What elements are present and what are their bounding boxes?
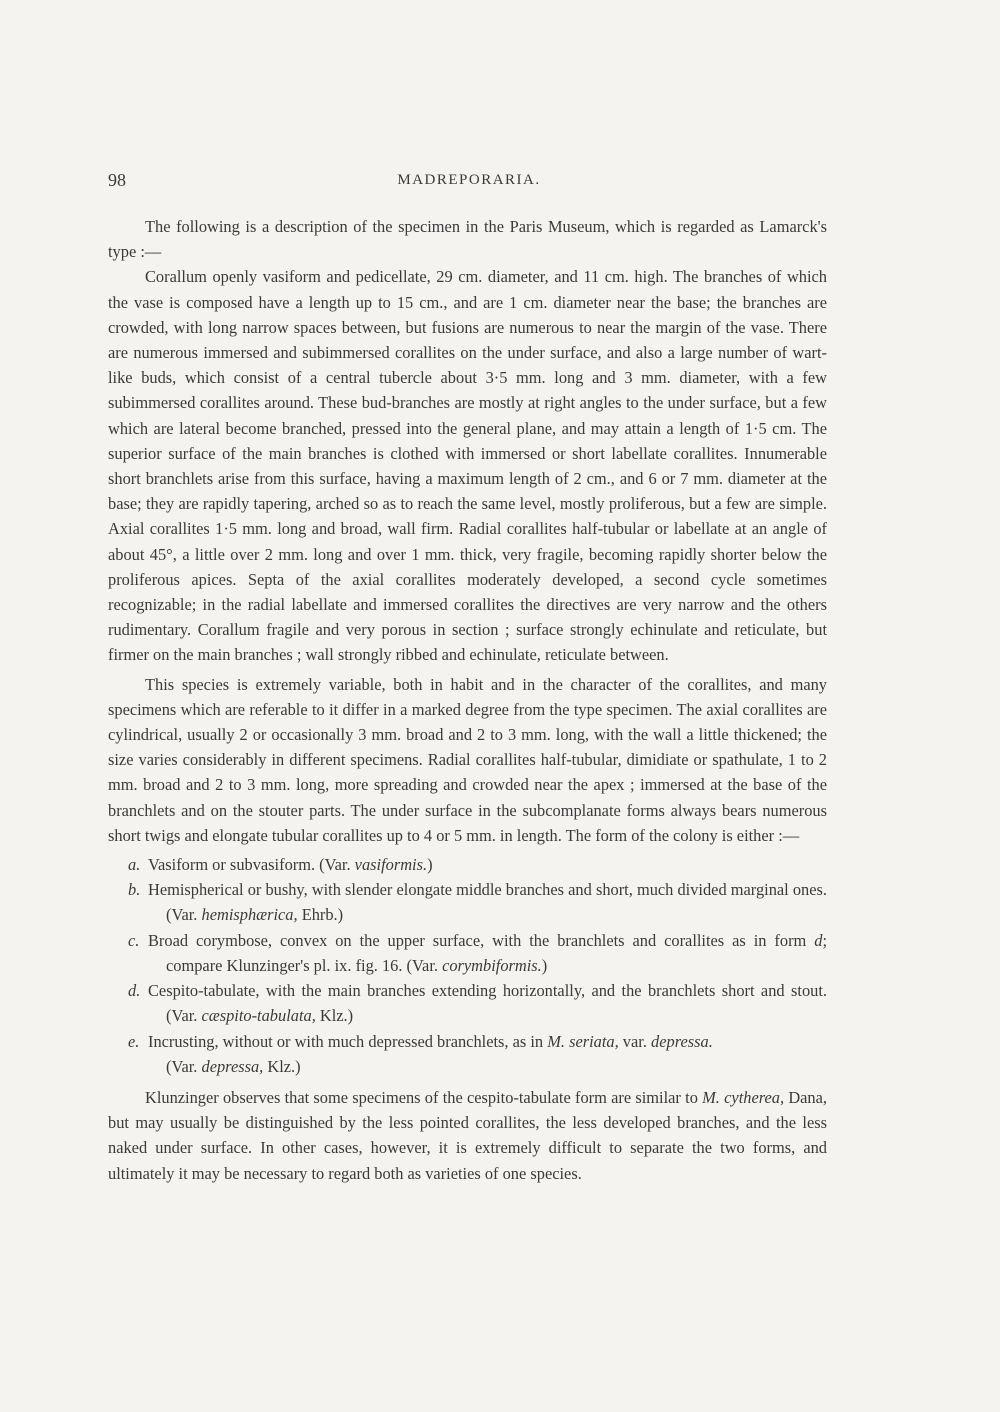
- list-item: d. Cespito-tabulate, with the main branches extending horizontally, and the branchlets short and stout. (Var. cæspito-tabulata, Klz.): [108, 978, 827, 1028]
- list-item: c. Broad corymbose, convex on the upper surface, with the branchlets and corallites as in form d; compare Klunzinger's pl. ix. fig. 16. (Var. corymbiformis.): [108, 928, 827, 978]
- list-label: d.: [128, 981, 141, 1001]
- paragraph-description: Corallum openly vasiform and pedicellate, 29 cm. diameter, and 11 cm. high. The branches of which the vase is composed have a length up to 15 cm., and are 1 cm. diameter near the base; the branches are crowded, with long narrow spaces between, but fusions are numerous to near the margin of the vase. There are numerous immersed and subimmersed corallites on the under surface, and also a large number of wart-like buds, which consist of a central tubercle about 3·5 mm. long and 3 mm. diameter, with a few subimmersed corallites around. These bud-branches are mostly at right angles to the under surface, but a few which are lateral become branched, pressed into the general plane, and may attain a length of 1·5 cm. The superior surface of the main branches is clothed with immersed or short labellate corallites. Innumerable short branchlets arise from this surface, having a maximum length of 2 cm., and 6 or 7 mm. diameter at the base; they are rapidly tapering, arched so as to reach the same level, mostly proliferous, but a few are simple. Axial corallites 1·5 mm. long and broad, wall firm. Radial corallites half-tubular or labellate at an angle of about 45°, a little over 2 mm. long and over 1 mm. thick, very fragile, becoming rapidly shorter below the proliferous apices. Septa of the axial corallites moderately developed, a second cycle sometimes recognizable; in the radial labellate and immersed corallites the directives are very narrow and the others rudimentary. Corallum fragile and very porous in section ; surface strongly echinulate and reticulate, but firmer on the main branches ; wall strongly ribbed and echinulate, reticulate between.: [108, 267, 827, 665]
- list-label: e.: [128, 1031, 140, 1051]
- list-item: b. Hemispherical or bushy, with slender elongate middle branches and short, much divided marginal ones. (Var. hemisphærica, Ehrb.): [108, 877, 827, 927]
- list-label: a.: [128, 855, 141, 875]
- list-item: a. Vasiform or subvasiform. (Var. vasiformis.): [108, 852, 827, 877]
- variety-list: [108, 852, 827, 1079]
- list-item: e. Incrusting, without or with much depressed branchlets, as in M. seriata, var. depressa.: [108, 1029, 827, 1054]
- page-header: [108, 170, 830, 194]
- paragraph-klunzinger: Klunzinger observes that some specimens of the cespito-tabulate form are similar to M. cytherea, Dana, but may usually be distinguished by the less pointed corallites, the less developed branches, and the less naked under surface. In other cases, however, it is extremely difficult to separate the two forms, and ultimately it may be necessary to regard both as varieties of one species.: [108, 1087, 827, 1183]
- running-title: MADREPORARIA.: [397, 172, 541, 188]
- list-label: b.: [128, 880, 141, 900]
- list-item: (Var. depressa, Klz.): [166, 1056, 301, 1076]
- paragraph-intro: The following is a description of the specimen in the Paris Museum, which is regarded as Lamarck's type :—: [108, 217, 827, 262]
- paragraph-variability: This species is extremely variable, both in habit and in the character of the corallites, and many specimens which are referable to it differ in a marked degree from the type specimen. The axial corallites are cylindrical, usually 2 or occasionally 3 mm. broad and 2 to 3 mm. long, with the wall a little thickened; the size varies considerably in different specimens. Radial corallites half-tubular, dimidiate or spathulate, 1 to 2 mm. broad and 2 to 3 mm. long, more spreading and crowded near the apex ; immersed at the base of the branchlets and on the stouter parts. The under surface in the subcomplanate forms always bears numerous short twigs and elongate tubular corallites up to 4 or 5 mm. in length. The form of the colony is either :—: [108, 674, 827, 845]
- page-number: 98: [108, 170, 126, 190]
- list-label: c.: [128, 930, 140, 950]
- page-body: [108, 214, 827, 1186]
